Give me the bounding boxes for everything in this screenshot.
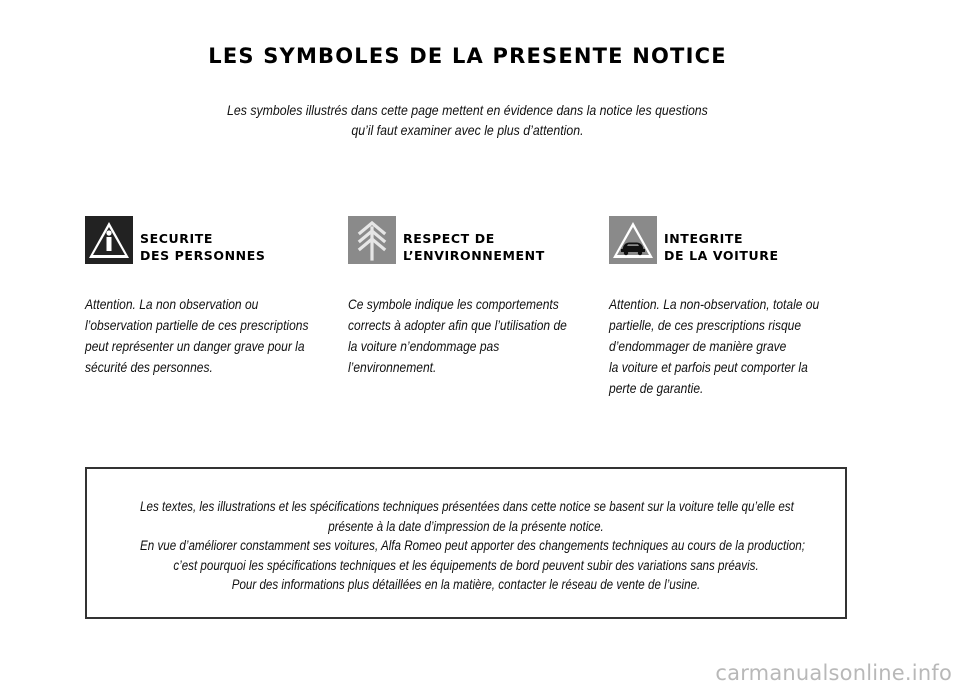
disclaimer-text [140,497,806,595]
symbol-heading [403,230,545,264]
heading-line: DE LA VOITURE [664,248,779,263]
disclaimer-line: présente à la date d’impression de la présente notice. [328,518,604,534]
description-line: partielle, de ces prescriptions risque [609,317,802,333]
description-line: Attention. La non observation ou [85,296,259,312]
intro-text [56,100,879,140]
heading-line: RESPECT DE [403,231,495,246]
description-line: l’observation partielle de ces prescriptions [85,317,309,333]
symbol-heading [140,230,266,264]
disclaimer-line: Les textes, les illustrations et les spécifications techniques présentées dans cette notice se basent sur la voiture telle qu’elle est [140,499,794,514]
symbol-description [609,294,854,399]
description-line: Ce symbole indique les comportements [348,296,559,312]
description-line: d’endommager de manière grave [609,338,787,354]
symbol-description [85,294,330,378]
description-line: l’environnement. [348,359,437,375]
intro-line: Les symboles illustrés dans cette page mettent en évidence dans la notice les questions [227,102,708,118]
disclaimer-line: En vue d’améliorer constamment ses voitures, Alfa Romeo peut apporter des changements techniques au cours de la production; [140,538,806,553]
description-line: perte de garantie. [609,380,704,396]
description-line: peut représenter un danger grave pour la [85,338,305,354]
description-line: la voiture n’endommage pas [348,338,500,354]
heading-line: SECURITE [140,231,214,246]
intro-line: qu’il faut examiner avec le plus d’attention. [351,122,584,138]
description-line: Attention. La non-observation, totale ou [609,296,820,312]
description-line: sécurité des personnes. [85,359,213,375]
heading-line: INTEGRITE [664,231,744,246]
symbol-heading [664,230,779,264]
symbol-description [348,294,593,378]
tree-icon [348,216,396,264]
disclaimer-box [85,467,847,619]
warning-triangle-icon [85,216,133,264]
disclaimer-line: c’est pourquoi les spécifications techniques et les équipements de bord peuvent subir des variations sans préavis. [173,557,759,573]
heading-line: L’ENVIRONNEMENT [403,248,545,263]
heading-line: DES PERSONNES [140,248,266,263]
watermark: carmanualsonline.info [715,661,952,685]
page-title: LES SYMBOLES DE LA PRESENTE NOTICE [208,44,727,68]
description-line: la voiture et parfois peut comporter la [609,359,808,375]
disclaimer-line: Pour des informations plus détaillées en la matière, contacter le réseau de vente de l’usine. [231,577,701,592]
description-line: corrects à adopter afin que l’utilisation de [348,317,567,333]
car-warning-icon [609,216,657,264]
